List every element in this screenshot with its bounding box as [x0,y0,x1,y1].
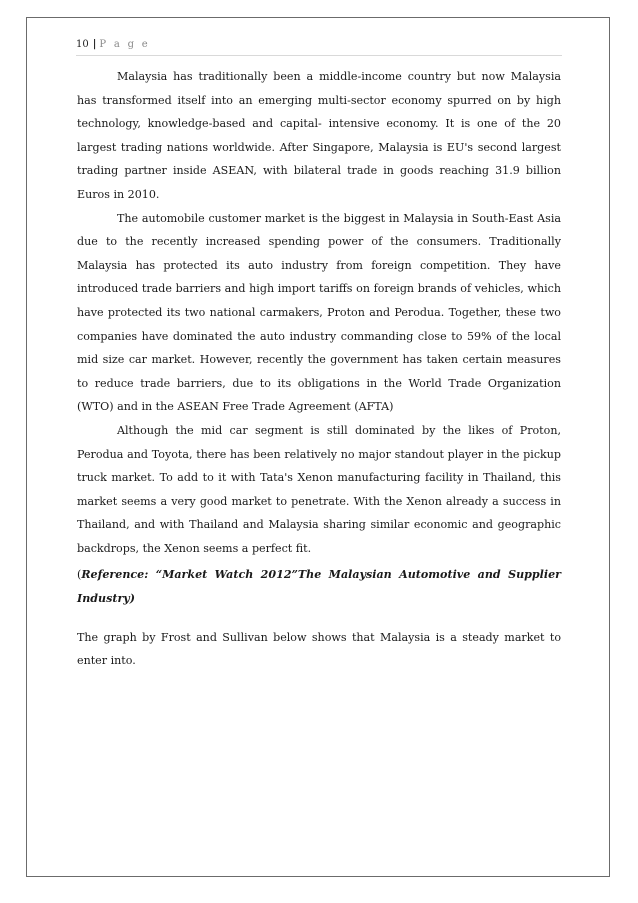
page-header [76,37,562,56]
paragraph-pickup-segment: Although the mid car segment is still dominated by the likes of Proton, Perodua and Toyota, there has been relatively no major standout player in the pickup truck market. To add to it with Tata's Xenon manufacturing facility in Thailand, this market seems a very good market to penetrate. With the Xenon already a success in Thailand, and with Thailand and Malaysia sharing similar economic and geographic backdrops, the Xenon seems a perfect fit. [77,423,561,555]
reference-open-paren: ( [77,568,82,582]
header-separator: | [92,39,97,50]
reference-citation [77,563,561,610]
reference-text: Reference: “Market Watch 2012”The Malaysian Automotive and Supplier Industry) [77,568,561,606]
document-body [77,65,561,673]
page-label: P a g e [99,39,151,50]
page-number: 10 [76,39,89,50]
paragraph-economy: Malaysia has traditionally been a middle-income country but now Malaysia has transformed itself into an emerging multi-sector economy spurred on by high technology, knowledge-based and capital- intensive economy. It is one of the 20 largest trading nations worldwide. After Singapore, Malaysia is EU's second largest trading partner inside ASEAN, with bilateral trade in goods reaching 31.9 billion Euros in 2010. [77,70,561,201]
paragraph-automobile-market: The automobile customer market is the biggest in Malaysia in South-East Asia due to the recently increased spending power of the consumers. Traditionally Malaysia has protected its auto industry from foreign competition. They have introduced trade barriers and high import tariffs on foreign brands of vehicles, which have protected its two national carmakers, Proton and Perodua. Together, these two companies have dominated the auto industry commanding close to 59% of the local mid size car market. However, recently the government has taken certain measures to reduce trade barriers, due to its obligations in the World Trade Organization (WTO) and in the ASEAN Free Trade Agreement (AFTA) [77,211,561,414]
paragraph-graph-intro: The graph by Frost and Sullivan below shows that Malaysia is a steady market to enter into. [77,630,561,668]
